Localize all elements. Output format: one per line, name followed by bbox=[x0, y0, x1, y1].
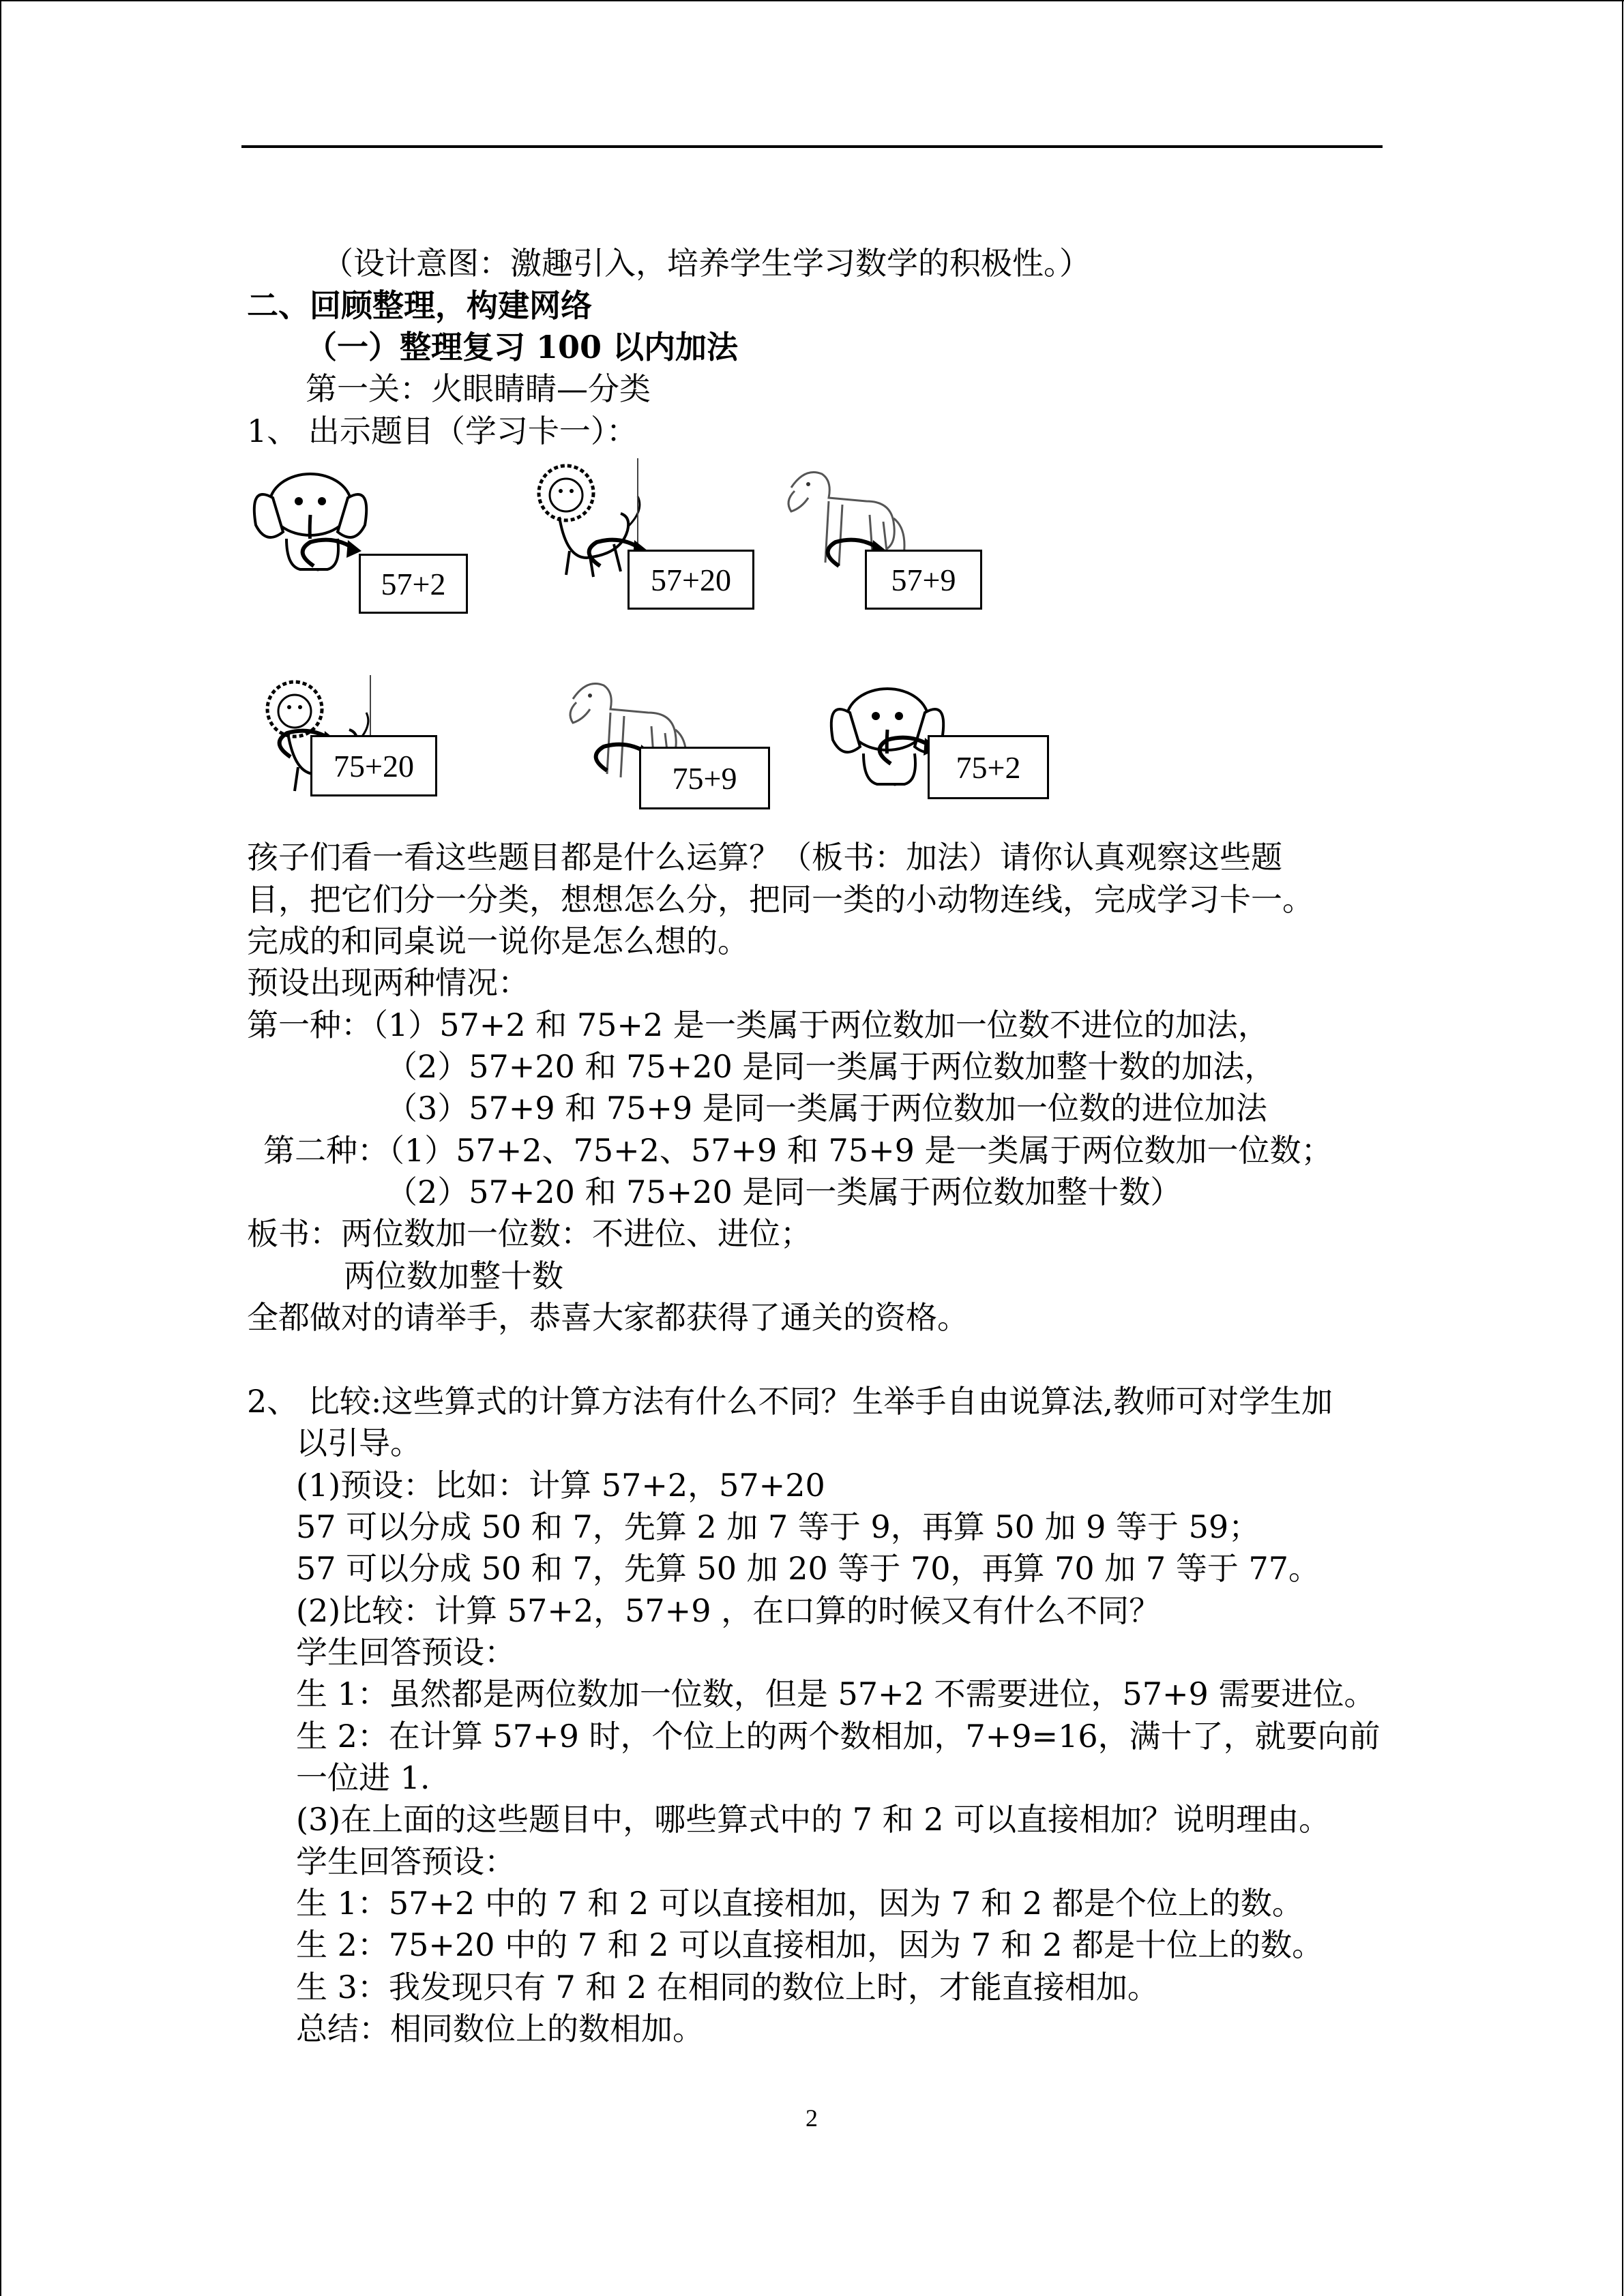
arrow-icon bbox=[293, 532, 368, 573]
case-one-item-1: 第一种：（1）57+2 和 75+2 是一类属于两位数加一位数不进位的加法， bbox=[247, 1007, 1269, 1043]
body-line: (3)在上面的这些题目中，哪些算式中的 7 和 2 可以直接相加？说明理由。 bbox=[296, 1801, 1331, 1838]
body-line: 完成的和同桌说一说你是怎么想的。 bbox=[247, 923, 749, 959]
page-number: 2 bbox=[806, 2104, 818, 2132]
expression-card: 57+9 bbox=[865, 550, 982, 610]
design-intent-note: （设计意图：激趣引入，培养学生学习数学的积极性。） bbox=[322, 245, 1091, 282]
summary-line: 总结：相同数位上的数相加。 bbox=[296, 2010, 704, 2047]
subsection-heading: （一）整理复习 100 以内加法 bbox=[306, 329, 739, 366]
case-one-item-3: （3）57+9 和 75+9 是同一类属于两位数加一位数的进位加法 bbox=[386, 1090, 1267, 1127]
body-line: (1)预设：比如：计算 57+2，57+20 bbox=[296, 1467, 825, 1504]
step-2-heading: 2、 比较:这些算式的计算方法有什么不同？生举手自由说算法,教师可对学生加 bbox=[247, 1383, 1333, 1420]
body-line: (2)比较：计算 57+2，57+9 ，在口算的时候又有什么不同？ bbox=[296, 1592, 1161, 1629]
page-border-left bbox=[0, 0, 1, 2296]
header-rule bbox=[241, 145, 1383, 148]
expression-card: 57+2 bbox=[359, 554, 468, 614]
board-note-cont: 两位数加整十数 bbox=[344, 1257, 563, 1294]
expression-card: 75+9 bbox=[639, 747, 770, 809]
body-line: 孩子们看一看这些题目都是什么运算？（板书：加法）请你认真观察这些题 bbox=[247, 839, 1282, 876]
body-line: 生 2：75+20 中的 7 和 2 可以直接相加，因为 7 和 2 都是十位上的数。 bbox=[296, 1926, 1324, 1963]
body-line: 目，把它们分一分类，想想怎么分，把同一类的小动物连线，完成学习卡一。 bbox=[247, 881, 1314, 918]
expression-card: 57+20 bbox=[628, 550, 754, 610]
body-line: 57 可以分成 50 和 7，先算 2 加 7 等于 9，再算 50 加 9 等于 59； bbox=[296, 1508, 1260, 1545]
level-title: 第一关：火眼睛睛—分类 bbox=[306, 370, 651, 407]
body-line: 预设出现两种情况： bbox=[247, 964, 529, 1001]
body-line: 全都做对的请举手，恭喜大家都获得了通关的资格。 bbox=[247, 1299, 969, 1336]
page-border-right bbox=[1622, 0, 1623, 2296]
body-line: 学生回答预设： bbox=[296, 1634, 516, 1671]
board-note: 板书：两位数加一位数：不进位、进位； bbox=[247, 1215, 812, 1252]
body-line: 学生回答预设： bbox=[296, 1843, 516, 1880]
body-line: 生 2：在计算 57+9 时，个位上的两个数相加，7+9=16，满十了，就要向前 bbox=[296, 1718, 1381, 1755]
page-border-top bbox=[0, 0, 1624, 1]
case-one-item-2: （2）57+20 和 75+20 是同一类属于两位数加整十数的加法， bbox=[386, 1048, 1276, 1085]
body-line: 生 3：我发现只有 7 和 2 在相同的数位上时，才能直接相加。 bbox=[296, 1969, 1159, 2006]
expression-card: 75+2 bbox=[928, 735, 1049, 799]
section-heading: 二、回顾整理，构建网络 bbox=[247, 287, 592, 324]
expression-card: 75+20 bbox=[310, 735, 437, 796]
case-two-item-2: （2）57+20 和 75+20 是同一类属于两位数加整十数） bbox=[386, 1174, 1182, 1210]
body-line: 57 可以分成 50 和 7，先算 50 加 20 等于 70，再算 70 加 7 等于 77。 bbox=[296, 1550, 1320, 1587]
body-line: 生 1：57+2 中的 7 和 2 可以直接相加，因为 7 和 2 都是个位上的数。 bbox=[296, 1885, 1303, 1922]
body-line: 生 1：虽然都是两位数加一位数，但是 57+2 不需要进位，57+9 需要进位。 bbox=[296, 1675, 1376, 1712]
case-two-item-1: 第二种：（1）57+2、75+2、57+9 和 75+9 是一类属于两位数加一位数； bbox=[263, 1132, 1333, 1169]
step-2-heading-cont: 以引导。 bbox=[296, 1425, 422, 1461]
step-1-heading: 1、 出示题目（学习卡一）： bbox=[247, 413, 638, 449]
body-line: 一位进 1. bbox=[296, 1759, 430, 1796]
